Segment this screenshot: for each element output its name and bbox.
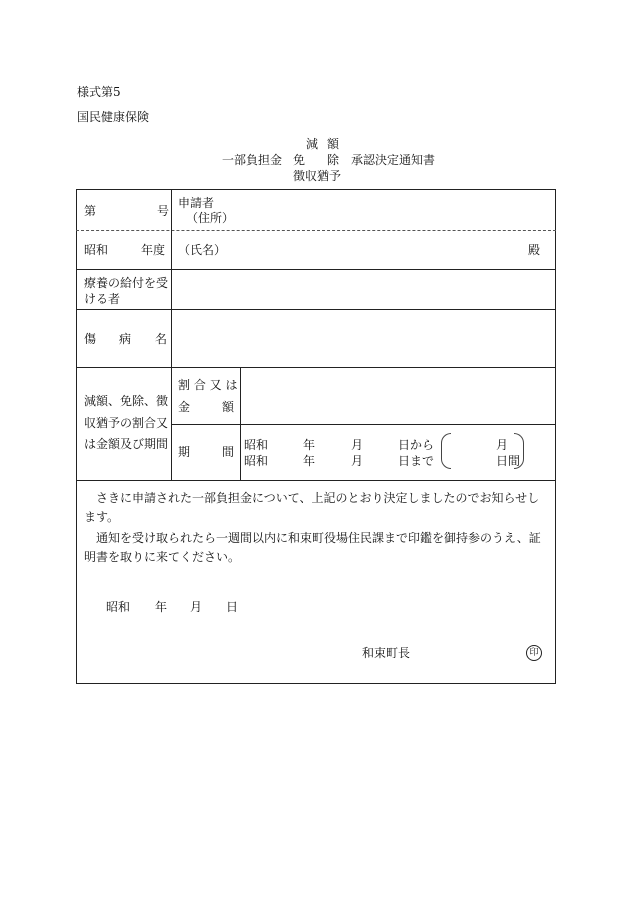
row-divider: [76, 309, 556, 310]
to-showa: 昭和: [244, 454, 269, 468]
from-month: 月: [351, 438, 364, 452]
title-copay: 一部負担金: [222, 153, 283, 167]
number-label-a: 第: [84, 204, 97, 218]
date-month: 月: [190, 600, 203, 614]
honorific: 殿: [528, 243, 541, 257]
address-label: （住所）: [186, 211, 235, 225]
row-divider: [76, 480, 556, 481]
months-label: 月: [496, 438, 509, 452]
name-label: （氏名）: [178, 243, 227, 257]
right-paren: [514, 433, 524, 469]
period-label-a: 期: [178, 445, 191, 459]
title-deferral: 徴収猶予: [293, 169, 342, 183]
recipient-label-1: 療養の給付を受: [84, 276, 169, 290]
date-showa: 昭和: [106, 600, 131, 614]
row-divider: [76, 269, 556, 270]
from-year: 年: [303, 438, 316, 452]
from-showa: 昭和: [244, 438, 269, 452]
title-reduction-2: 額: [327, 137, 340, 151]
to-day: 日まで: [398, 454, 435, 468]
days-label: 日間: [496, 454, 521, 468]
mayor-title: 和束町長: [362, 646, 411, 660]
to-year: 年: [303, 454, 316, 468]
title-reduction: 減: [306, 137, 319, 151]
reduction-label-2: 収猶予の割合又: [84, 416, 169, 430]
recipient-label-2: ける者: [84, 292, 121, 306]
insurance-type: 国民健康保険: [77, 110, 150, 124]
seal-mark: 印: [526, 645, 542, 661]
to-month: 月: [351, 454, 364, 468]
column-divider: [240, 367, 241, 480]
number-label-b: 号: [157, 204, 170, 218]
reduction-label-3: は金額及び期間: [84, 437, 169, 451]
title-approval: 承認決定通知書: [351, 153, 436, 167]
notice-paragraph-2: 通知を受け取られたら一週間以内に和束町役場住民課まで印鑑を御持参のうえ、証明書を取りに来てください。: [84, 531, 541, 564]
disease-label-b: 病: [119, 332, 132, 346]
title-exempt-1: 免: [293, 153, 306, 167]
from-day: 日から: [398, 438, 435, 452]
ratio-label-2a: 金: [178, 400, 191, 414]
ratio-label-2b: 額: [222, 400, 235, 414]
form-number: 様式第5: [77, 85, 121, 99]
notice-paragraph-1: さきに申請された一部負担金について、上記のとおり決定しましたのでお知らせします。: [84, 491, 540, 524]
title-exempt-2: 除: [327, 153, 340, 167]
row-divider: [171, 424, 556, 425]
disease-label-a: 傷: [84, 332, 97, 346]
era-label-b: 年度: [141, 243, 166, 257]
ratio-label-1: 割 合 又 は: [178, 378, 238, 392]
disease-label-c: 名: [155, 332, 168, 346]
column-divider: [171, 189, 172, 480]
date-year: 年: [155, 600, 168, 614]
dashed-divider: [76, 230, 556, 231]
left-paren: [441, 433, 451, 469]
applicant-label: 申請者: [178, 196, 215, 210]
row-divider: [76, 367, 556, 368]
date-day: 日: [226, 600, 239, 614]
reduction-label-1: 減額、免除、徴: [84, 394, 169, 408]
era-label-a: 昭和: [84, 243, 109, 257]
period-label-b: 間: [222, 445, 235, 459]
